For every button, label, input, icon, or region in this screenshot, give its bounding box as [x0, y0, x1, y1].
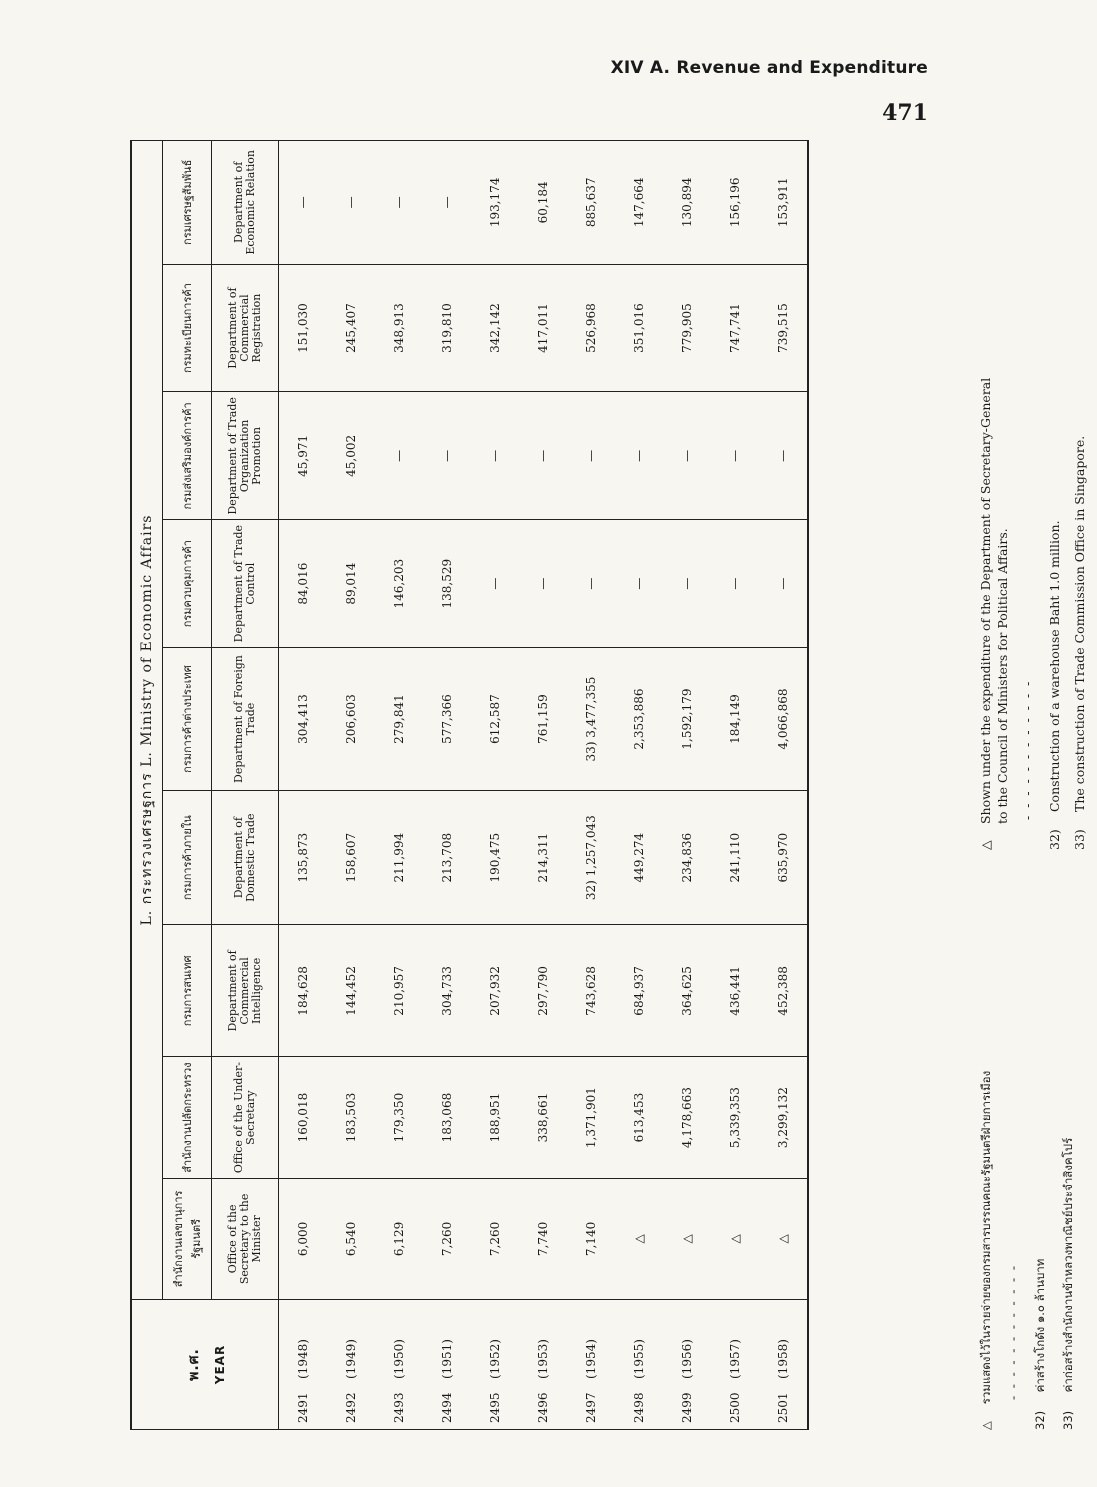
year-cell	[327, 1300, 375, 1430]
value-cell: —	[519, 520, 567, 648]
value-cell: —	[711, 392, 759, 520]
value-cell: —	[615, 520, 663, 648]
value-cell: 89,014	[327, 520, 375, 648]
value-cell: 364,625	[663, 925, 711, 1057]
section-header: XIV A. Revenue and Expenditure	[610, 58, 928, 78]
value-cell: 2,353,886	[615, 648, 663, 791]
value-cell: 7,260	[423, 1178, 471, 1299]
year-header-thai: พ.ศ.	[186, 1348, 202, 1381]
value-cell: —	[759, 520, 808, 648]
table-row	[711, 141, 759, 1430]
value-cell: 635,970	[759, 791, 808, 925]
value-cell: 7,740	[519, 1178, 567, 1299]
value-cell: 6,000	[279, 1178, 328, 1299]
value-cell: 779,905	[663, 264, 711, 392]
value-cell: 452,388	[759, 925, 808, 1057]
value-cell: 342,142	[471, 264, 519, 392]
year-be: 2497	[584, 1392, 598, 1423]
value-cell: —	[471, 520, 519, 648]
column-header-english: Department of Economic Relation	[212, 141, 279, 265]
value-cell: 60,184	[519, 141, 567, 265]
value-cell: 885,637	[567, 141, 615, 265]
thai-footnote-33-label: 33)	[1061, 1410, 1075, 1430]
value-cell: 214,311	[519, 791, 567, 925]
column-header-thai: กรมการสนเทศ	[163, 925, 212, 1057]
column-header-english: Office of the Secretary to the Minister	[212, 1178, 279, 1299]
value-cell: 210,957	[375, 925, 423, 1057]
value-cell: 577,366	[423, 648, 471, 791]
value-cell: —	[279, 141, 328, 265]
value-cell: 207,932	[471, 925, 519, 1057]
value-cell: 612,587	[471, 648, 519, 791]
value-cell: 147,664	[615, 141, 663, 265]
year-be: 2498	[632, 1392, 646, 1423]
column-header-thai: สำนักงานปลัดกระทรวง	[163, 1057, 212, 1178]
english-footnote-33: The construction of Trade Commission Office in Singapore.	[1072, 435, 1087, 813]
table-row	[375, 141, 423, 1430]
value-cell: 234,836	[663, 791, 711, 925]
year-cell	[615, 1300, 663, 1430]
value-cell: —	[423, 392, 471, 520]
year-header-english: YEAR	[213, 1344, 227, 1385]
english-footnote-32-label: 32)	[1047, 829, 1062, 850]
year-ad: (1949)	[344, 1339, 358, 1379]
value-cell: —	[327, 141, 375, 265]
value-cell: 338,661	[519, 1057, 567, 1178]
value-cell: 206,603	[327, 648, 375, 791]
column-header-thai: กรมการค้าภายใน	[163, 791, 212, 925]
thai-footnote-32: ค่าสร้างโกดัง ๑.๐ ล้านบาท	[1033, 1258, 1047, 1393]
value-cell: 188,951	[471, 1057, 519, 1178]
value-cell: 245,407	[327, 264, 375, 392]
table-row	[327, 141, 375, 1430]
value-cell: 45,002	[327, 392, 375, 520]
value-cell: 739,515	[759, 264, 808, 392]
value-cell: 156,196	[711, 141, 759, 265]
value-cell: △	[759, 1178, 808, 1299]
value-cell: —	[567, 392, 615, 520]
year-ad: (1952)	[488, 1339, 502, 1379]
triangle-symbol: △	[978, 840, 993, 850]
year-ad: (1953)	[536, 1339, 550, 1379]
year-cell	[279, 1300, 328, 1430]
thai-footnote-33: ค่าก่อสร้างสำนักงานข้าหลวงพาณิชย์ประจำสิงคโปร์	[1061, 1137, 1075, 1393]
value-cell: 417,011	[519, 264, 567, 392]
value-cell: 761,159	[519, 648, 567, 791]
column-header-thai: สำนักงานเลขานุการรัฐมนตรี	[163, 1178, 212, 1299]
triangle-symbol: △	[979, 1421, 993, 1430]
value-cell: 4,178,663	[663, 1057, 711, 1178]
year-be: 2501	[776, 1392, 790, 1423]
value-cell: 183,503	[327, 1057, 375, 1178]
value-cell: 7,260	[471, 1178, 519, 1299]
page-number: 471	[882, 100, 928, 126]
year-be: 2499	[680, 1392, 694, 1423]
value-cell: —	[375, 141, 423, 265]
value-cell: —	[375, 392, 423, 520]
value-cell: —	[711, 520, 759, 648]
value-cell: 436,441	[711, 925, 759, 1057]
table-row	[759, 141, 808, 1430]
value-cell: 138,529	[423, 520, 471, 648]
year-cell	[519, 1300, 567, 1430]
year-be: 2500	[728, 1392, 742, 1423]
year-be: 2496	[536, 1392, 550, 1423]
table-row	[471, 141, 519, 1430]
value-cell: —	[615, 392, 663, 520]
column-header-thai: กรมเศรษฐสัมพันธ์	[163, 141, 212, 265]
value-cell: 4,066,868	[759, 648, 808, 791]
value-cell: 6,129	[375, 1178, 423, 1299]
value-cell: 684,937	[615, 925, 663, 1057]
column-header-thai: กรมส่งเสริมองค์การค้า	[163, 392, 212, 520]
english-footnote-33-label: 33)	[1072, 829, 1087, 850]
value-cell: 211,994	[375, 791, 423, 925]
value-cell: 183,068	[423, 1057, 471, 1178]
value-cell: 297,790	[519, 925, 567, 1057]
value-cell: 45,971	[279, 392, 328, 520]
column-header-thai: กรมทะเบียนการค้า	[163, 264, 212, 392]
column-header-thai: กรมควบคุมการค้า	[163, 520, 212, 648]
value-cell: 1,592,179	[663, 648, 711, 791]
year-ad: (1948)	[296, 1339, 310, 1379]
value-cell: 319,810	[423, 264, 471, 392]
year-ad: (1954)	[584, 1339, 598, 1379]
year-be: 2492	[344, 1392, 358, 1423]
year-column-header	[131, 1300, 279, 1430]
column-header-english: Department of Commercial Registration	[212, 264, 279, 392]
year-cell	[471, 1300, 519, 1430]
value-cell: 179,350	[375, 1057, 423, 1178]
year-cell	[567, 1300, 615, 1430]
value-cell: 190,475	[471, 791, 519, 925]
year-cell	[375, 1300, 423, 1430]
column-header-english: Department of Trade Organization Promotion	[212, 392, 279, 520]
value-cell: △	[663, 1178, 711, 1299]
value-cell: 146,203	[375, 520, 423, 648]
column-header-thai: กรมการค้าต่างประเทศ	[163, 648, 212, 791]
value-cell: 130,894	[663, 141, 711, 265]
english-footnote-32: Construction of a warehouse Baht 1.0 million.	[1047, 520, 1062, 813]
table-row	[279, 141, 328, 1430]
year-be: 2495	[488, 1392, 502, 1423]
value-cell: —	[471, 392, 519, 520]
value-cell: 144,452	[327, 925, 375, 1057]
year-ad: (1956)	[680, 1339, 694, 1379]
value-cell: —	[663, 520, 711, 648]
year-cell	[663, 1300, 711, 1430]
value-cell: 158,607	[327, 791, 375, 925]
value-cell: 613,453	[615, 1057, 663, 1178]
thai-triangle-note: รวมแสดงไว้ในรายจ่ายของกรมสารบรรณคณะรัฐมนตรีฝ่ายการเมือง	[979, 1070, 993, 1405]
value-cell: 160,018	[279, 1057, 328, 1178]
value-cell: —	[567, 520, 615, 648]
year-be: 2494	[440, 1392, 454, 1423]
thai-footnotes	[978, 870, 1088, 1430]
year-ad: (1955)	[632, 1339, 646, 1379]
year-cell	[423, 1300, 471, 1430]
year-be: 2491	[296, 1392, 310, 1423]
value-cell: 743,628	[567, 925, 615, 1057]
rotated-table-block	[130, 140, 1087, 1430]
value-cell: —	[519, 392, 567, 520]
table-row	[423, 141, 471, 1430]
year-cell	[759, 1300, 808, 1430]
value-cell: 241,110	[711, 791, 759, 925]
value-cell: —	[663, 392, 711, 520]
value-cell: 84,016	[279, 520, 328, 648]
english-triangle-note-2: to the Council of Ministers for Political Affairs.	[995, 528, 1010, 825]
value-cell: 32) 1,257,043	[567, 791, 615, 925]
column-header-english: Department of Trade Control	[212, 520, 279, 648]
value-cell: 279,841	[375, 648, 423, 791]
value-cell: 135,873	[279, 791, 328, 925]
value-cell: 526,968	[567, 264, 615, 392]
column-header-english: Office of the Under-Secretary	[212, 1057, 279, 1178]
year-cell	[711, 1300, 759, 1430]
value-cell: 153,911	[759, 141, 808, 265]
english-dash-line: - - - - - - - - - - - -	[1020, 679, 1035, 820]
english-footnotes	[978, 150, 1097, 850]
year-be: 2493	[392, 1392, 406, 1423]
value-cell: —	[423, 141, 471, 265]
year-ad: (1958)	[776, 1339, 790, 1379]
value-cell: 304,733	[423, 925, 471, 1057]
value-cell: 304,413	[279, 648, 328, 791]
value-cell: 213,708	[423, 791, 471, 925]
value-cell: 747,741	[711, 264, 759, 392]
thai-footnote-32-label: 32)	[1033, 1410, 1047, 1430]
value-cell: 184,149	[711, 648, 759, 791]
value-cell: △	[615, 1178, 663, 1299]
value-cell: 1,371,901	[567, 1057, 615, 1178]
column-header-english: Department of Domestic Trade	[212, 791, 279, 925]
value-cell: 33) 3,477,355	[567, 648, 615, 791]
value-cell: 193,174	[471, 141, 519, 265]
year-ad: (1957)	[728, 1339, 742, 1379]
ministry-title: L. กระทรวงเศรษฐการ L. Ministry of Economic Affairs	[131, 141, 163, 1300]
column-header-english: Department of Foreign Trade	[212, 648, 279, 791]
table-row	[615, 141, 663, 1430]
value-cell: △	[711, 1178, 759, 1299]
table-row	[663, 141, 711, 1430]
value-cell: 184,628	[279, 925, 328, 1057]
value-cell: 449,274	[615, 791, 663, 925]
value-cell: 7,140	[567, 1178, 615, 1299]
value-cell: 3,299,132	[759, 1057, 808, 1178]
table-row	[519, 141, 567, 1430]
thai-dash-line: - - - - - - - - - - - -	[1006, 1263, 1020, 1400]
expenditure-table	[130, 140, 809, 1430]
table-row	[567, 141, 615, 1430]
english-triangle-note-1: Shown under the expenditure of the Department of Secretary-General	[978, 377, 993, 825]
value-cell: —	[759, 392, 808, 520]
value-cell: 351,016	[615, 264, 663, 392]
year-ad: (1951)	[440, 1339, 454, 1379]
value-cell: 151,030	[279, 264, 328, 392]
column-header-english: Department of Commercial Intelligence	[212, 925, 279, 1057]
value-cell: 348,913	[375, 264, 423, 392]
value-cell: 6,540	[327, 1178, 375, 1299]
value-cell: 5,339,353	[711, 1057, 759, 1178]
year-ad: (1950)	[392, 1339, 406, 1379]
